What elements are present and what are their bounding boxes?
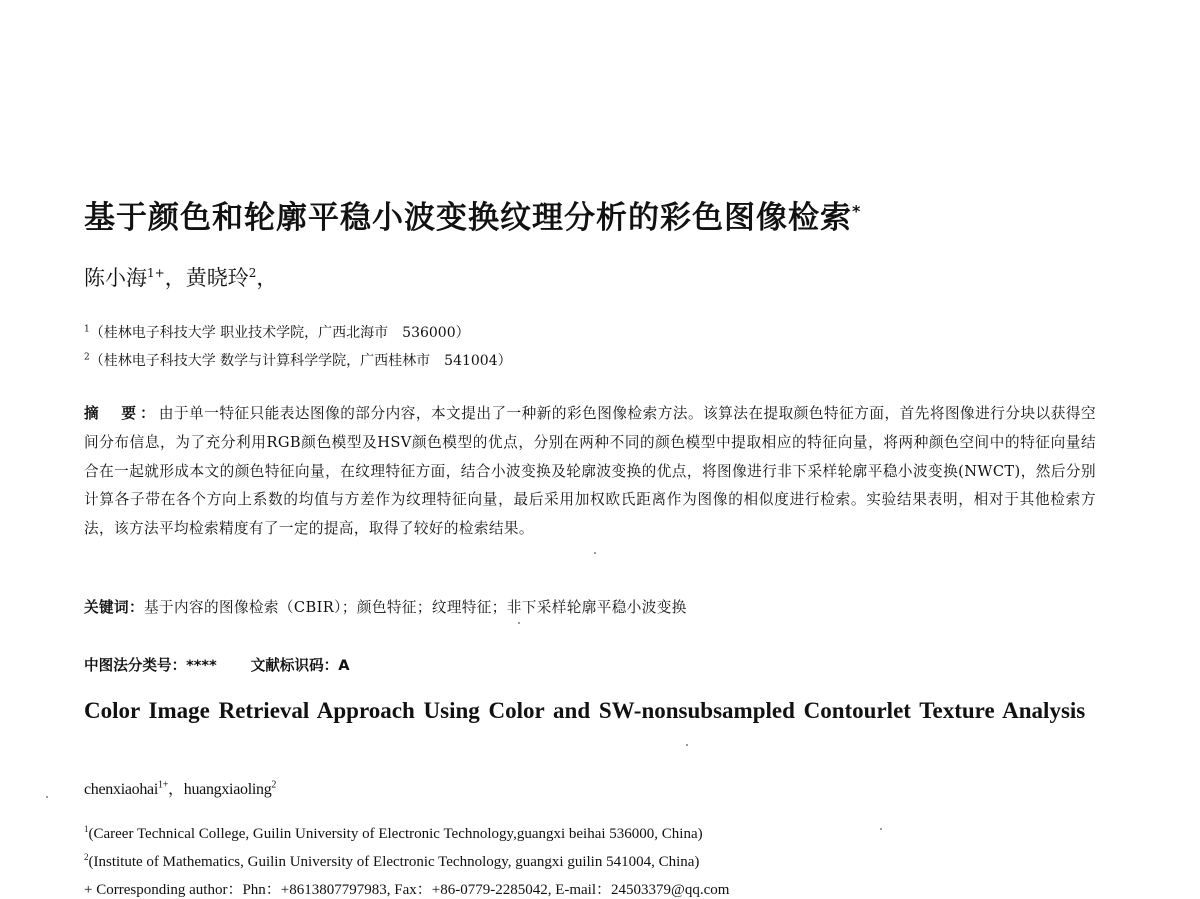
author-2: 黄晓玲: [185, 266, 249, 290]
title-footnote-mark: *: [852, 201, 862, 221]
author-separator: ，: [164, 266, 186, 290]
classification-label: 中图法分类号：: [84, 657, 187, 674]
en-affiliation-1-text: (Career Technical College, Guilin University of Electronic Technology,guangxi beihai 536000, China): [88, 826, 703, 842]
english-authors: [84, 776, 276, 799]
chinese-title-text: 基于颜色和轮廓平稳小波变换纹理分析的彩色图像检索: [84, 200, 852, 236]
chinese-authors: [84, 262, 277, 292]
author-2-sup: 2: [248, 266, 257, 280]
en-author-2: huangxiaoling: [183, 781, 272, 798]
scan-speck: [880, 828, 882, 830]
affiliation-1-sup: 1: [84, 324, 90, 335]
keywords-label: 关键词：: [84, 599, 144, 616]
en-author-2-sup: 2: [271, 779, 277, 791]
english-affiliation-2: [84, 852, 699, 871]
author-1-sup: 1+: [147, 266, 165, 280]
abstract-text: 由于单一特征只能表达图像的部分内容，本文提出了一种新的彩色图像检索方法。该算法在提取颜色特征方面，首先将图像进行分块以获得空间分布信息，为了充分利用RGB颜色模型及HSV颜色模型的优点，分别在两种不同的颜色模型中提取相应的特征向量，将两种颜色空间中的特征向量结合在一起就形成本文的颜色特征向量，在纹理特征方面，结合小波变换及轮廓波变换的优点，将图像进行非下采样轮廓平稳小波变换(NWCT)，然后分别计算各子带在各个方向上系数的均值与方差作为纹理特征向量，最后采用加权欧氏距离作为图像的相似度进行检索。实验结果表明，相对于其他检索方法，该方法平均检索精度有了一定的提高，取得了较好的检索结果。: [84, 405, 1096, 538]
en-affiliation-2-sup: 2: [84, 852, 89, 862]
keywords-text: 基于内容的图像检索（CBIR）；颜色特征；纹理特征；非下采样轮廓平稳小波变换: [143, 599, 687, 616]
en-affiliation-1-sup: 1: [84, 824, 89, 834]
en-author-1: chenxiaohai: [84, 781, 158, 798]
chinese-title: [84, 192, 861, 237]
scan-speck: [686, 744, 688, 746]
scan-speck: [518, 622, 520, 624]
scan-speck: [594, 552, 596, 554]
classification-value: ****: [186, 657, 217, 674]
corresponding-author: + Corresponding author：Phn：+8613807797983, Fax：+86-0779-2285042, E-mail：24503379@qq.com: [84, 882, 730, 898]
author-tail: ，: [256, 266, 278, 290]
en-author-separator: ，: [168, 781, 184, 798]
scan-speck: [46, 796, 48, 798]
doc-code-label: 文献标识码：: [250, 657, 339, 674]
abstract: [84, 400, 1096, 544]
affiliation-2-text: （桂林电子科技大学 数学与计算科学学院，广西桂林市 541004）: [89, 353, 512, 369]
en-affiliation-2-text: (Institute of Mathematics, Guilin University of Electronic Technology, guangxi guilin 541004, China): [88, 854, 700, 870]
author-1: 陈小海: [84, 266, 147, 290]
en-author-1-sup: 1+: [158, 779, 169, 791]
affiliation-1: [84, 322, 470, 342]
keywords: [84, 596, 687, 617]
affiliation-2-sup: 2: [84, 352, 90, 363]
affiliation-2: [84, 350, 512, 370]
affiliation-1-text: （桂林电子科技大学 职业技术学院，广西北海市 536000）: [89, 325, 470, 341]
doc-code-value: A: [338, 657, 350, 674]
abstract-label: 摘 要：: [84, 405, 159, 422]
english-title: Color Image Retrieval Approach Using Color and SW-nonsubsampled Contourlet Texture Analysis: [84, 698, 1086, 723]
english-affiliation-1: [84, 824, 703, 843]
classification-line: [84, 654, 350, 675]
